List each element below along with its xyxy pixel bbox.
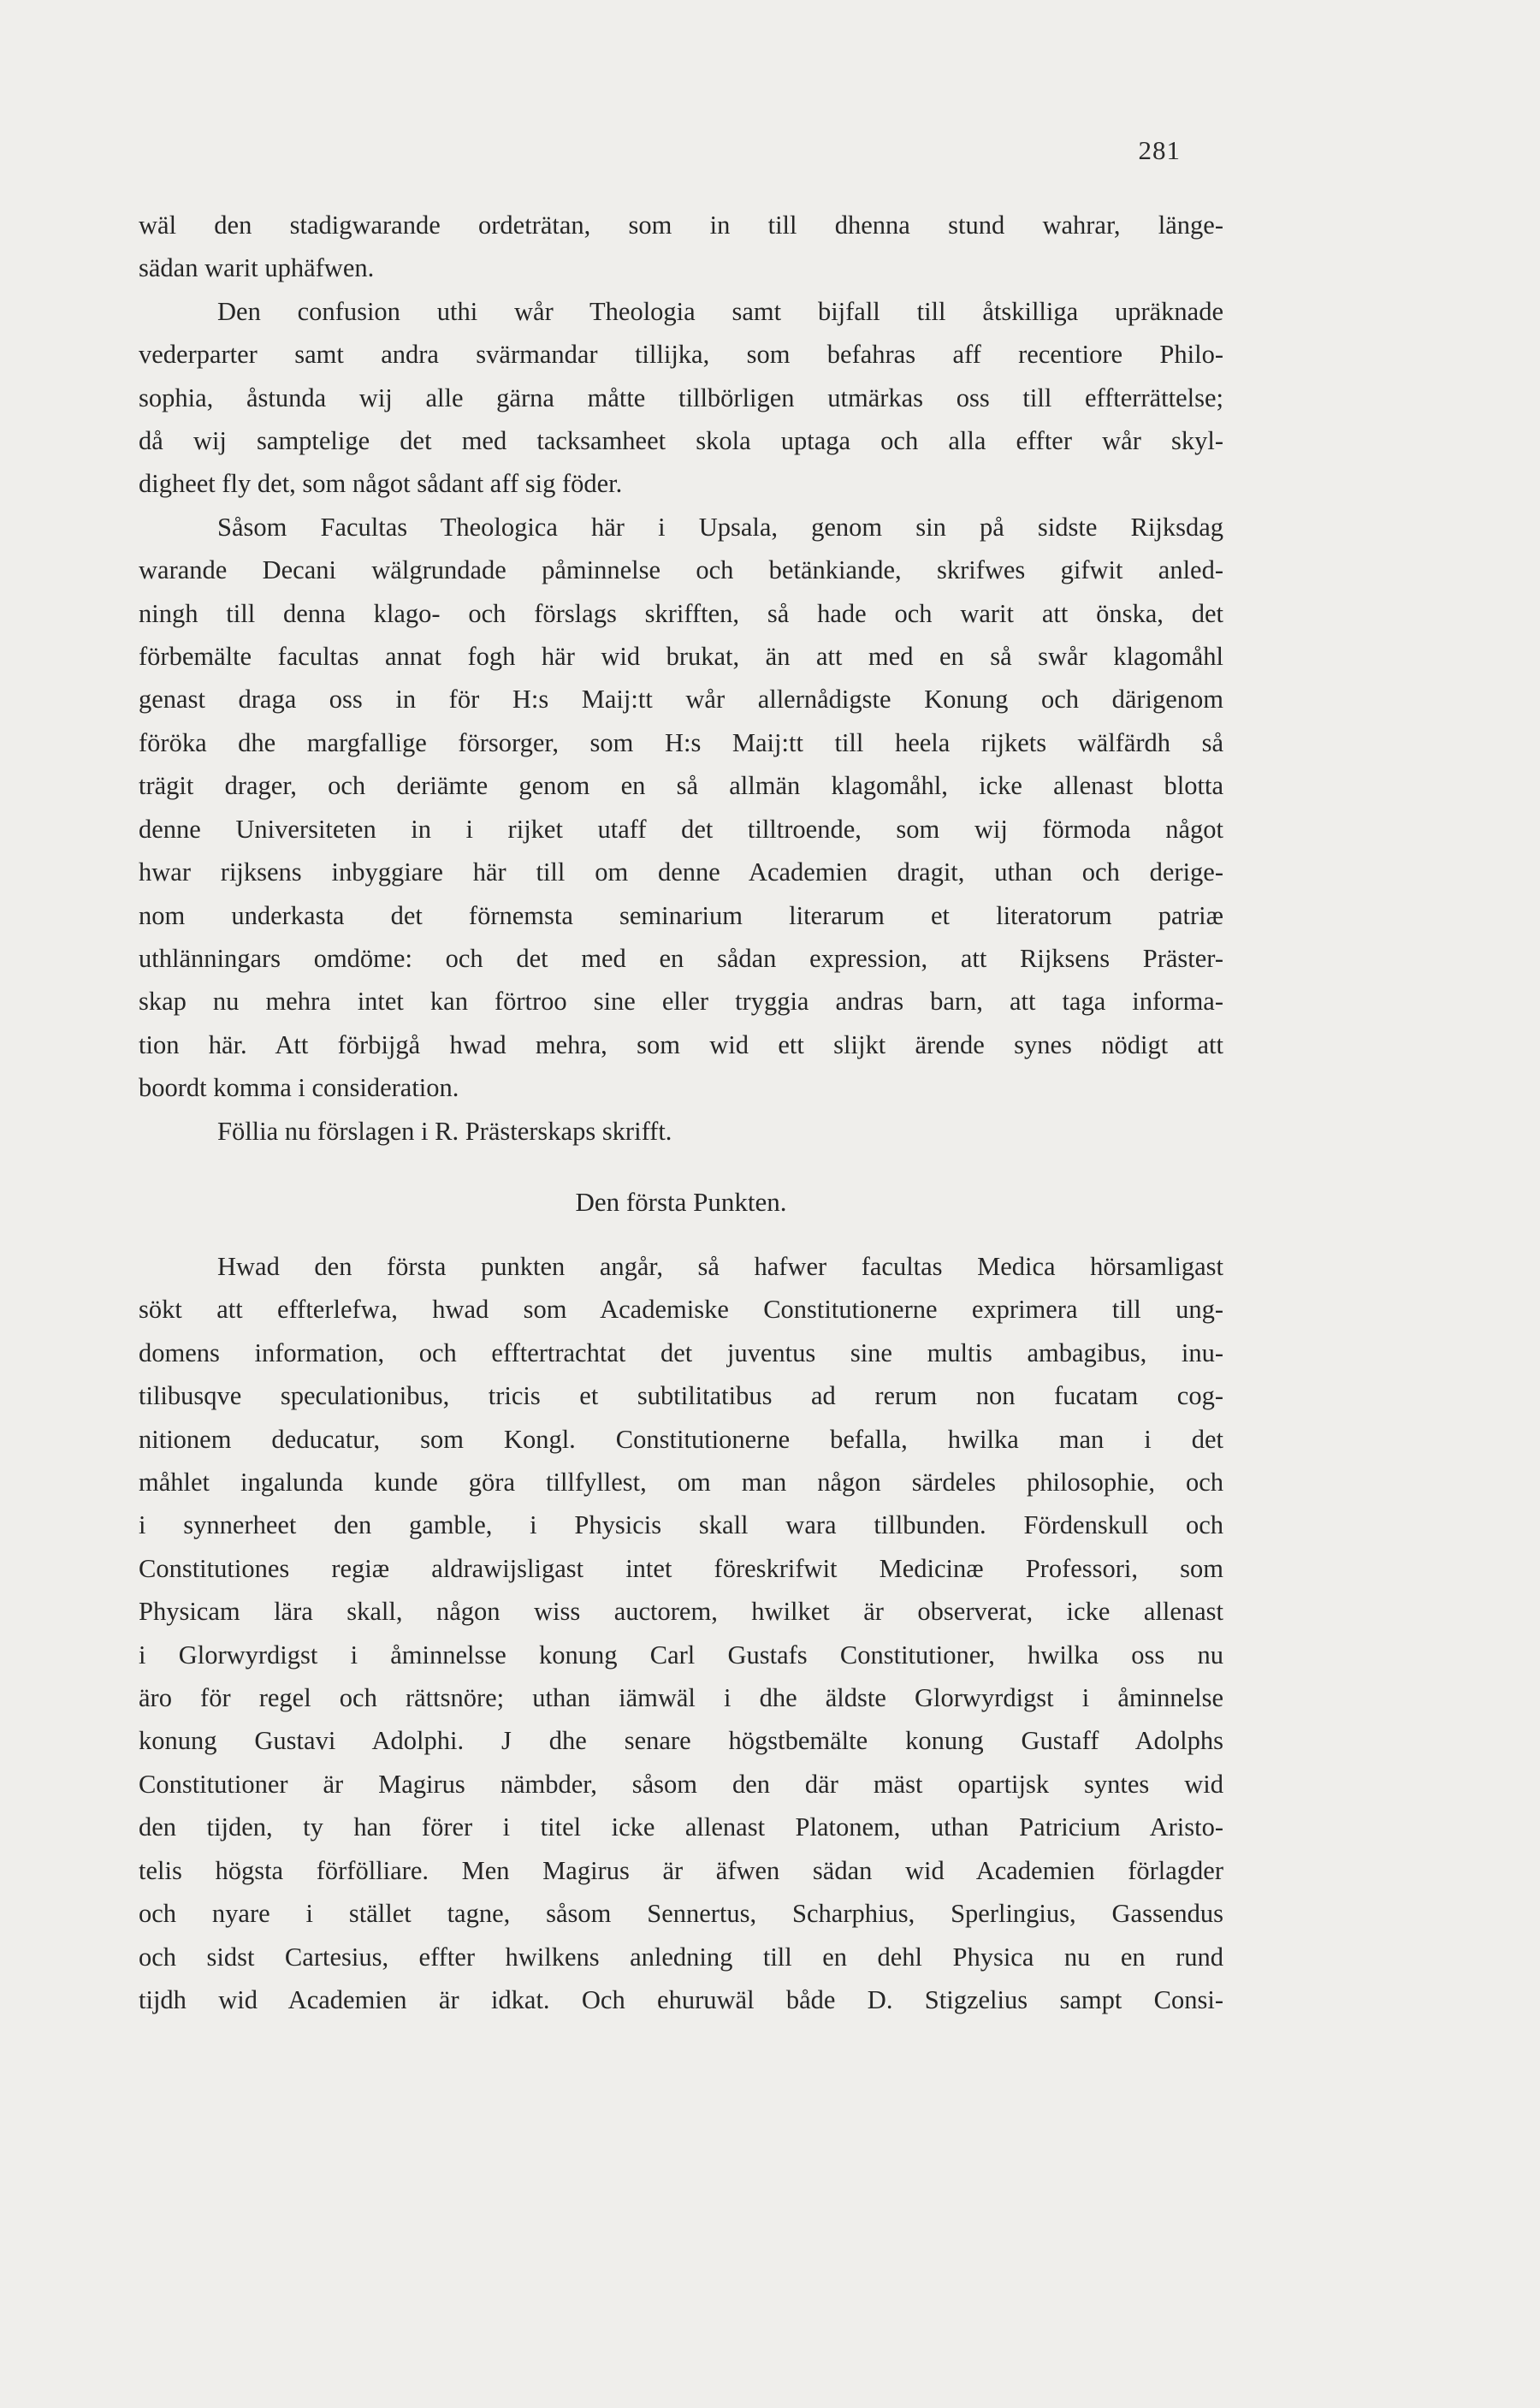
paragraph-start-line: Såsom Facultas Theologica här i Upsala, genom sin på sidste Rijksdag [217,512,1223,542]
text-line: i synnerheet den gamble, i Physicis skall wara tillbunden. Fördenskull och [139,1510,1223,1540]
text-line: nitionem deducatur, som Kongl. Constitutionerne befalla, hwilka man i det [139,1424,1223,1454]
text-line: sädan warit uphäfwen. [139,253,375,283]
paragraph-start-line: Den confusion uthi wår Theologia samt bijfall till åtskilliga upräknade [217,296,1223,326]
text-line: ningh till denna klago- och förslags skrifften, så hade och warit att önska, det [139,598,1223,628]
page-number: 281 [1138,135,1181,165]
text-line: måhlet ingalunda kunde göra tillfyllest, om man någon särdeles philosophie, och [139,1468,1223,1498]
text-line: trägit drager, och deriämte genom en så allmän klagomåhl, icke allenast blotta [139,771,1223,801]
text-line: wäl den stadigwarande ordeträtan, som in till dhenna stund wahrar, länge- [139,211,1223,240]
text-line: Physicam lära skall, någon wiss auctorem, hwilket är observerat, icke allenast [139,1597,1223,1627]
text-line: sökt att effterlefwa, hwad som Academiske Constitutionerne exprimera till ung- [139,1295,1223,1325]
text-line: och nyare i stället tagne, såsom Sennertus, Scharphius, Sperlingius, Gassendus [139,1899,1223,1929]
text-line: skap nu mehra intet kan förtroo sine eller tryggia andras barn, att taga informa- [139,987,1223,1017]
text-line: domens information, och efftertrachtat det juventus sine multis ambagibus, inu- [139,1337,1223,1367]
text-line: telis högsta förfölliare. Men Magirus är äfwen sädan wid Academien förlagder [139,1855,1223,1885]
paragraph-start-line: Hwad den första punkten angår, så hafwer facultas Medica hörsamligast [217,1252,1223,1281]
text-line: boordt komma i consideration. [139,1073,459,1103]
text-line: tion här. Att förbijgå hwad mehra, som wid ett slijkt ärende synes nödigt att [139,1029,1223,1059]
text-line: denne Universiteten in i rijket utaff det tilltroende, som wij förmoda något [139,814,1223,844]
text-line: då wij samptelige det med tacksamheet skola uptaga och alla effter wår skyl- [139,426,1223,456]
section-heading: Den första Punkten. [575,1187,787,1217]
text-line: förbemälte facultas annat fogh här wid brukat, än att med en så swår klagomåhl [139,642,1223,672]
text-line: vederparter samt andra svärmandar tillijka, som befahras aff recentiore Philo- [139,340,1223,370]
text-line: digheet fly det, som något sådant aff sig föder. [139,469,623,499]
text-line: den tijden, ty han förer i titel icke allenast Platonem, uthan Patricium Aristo- [139,1812,1223,1842]
paragraph-start-line: Föllia nu förslagen i R. Prästerskaps skrifft. [217,1116,672,1146]
text-line: sophia, åstunda wij alle gärna måtte tillbörligen utmärkas oss till effterrättelse; [139,383,1223,412]
text-line: genast draga oss in för H:s Maij:tt wår allernådigste Konung och därigenom [139,685,1223,715]
text-line: i Glorwyrdigst i åminnelsse konung Carl Gustafs Constitutioner, hwilka oss nu [139,1640,1223,1670]
text-line: Constitutioner är Magirus nämbder, såsom den där mäst opartijsk syntes wid [139,1769,1223,1799]
text-line: tilibusqve speculationibus, tricis et subtilitatibus ad rerum non fucatam cog- [139,1381,1223,1411]
text-line: och sidst Cartesius, effter hwilkens anledning till en dehl Physica nu en rund [139,1942,1223,1972]
text-line: konung Gustavi Adolphi. J dhe senare högstbemälte konung Gustaff Adolphs [139,1726,1223,1756]
text-line: äro för regel och rättsnöre; uthan iämwäl i dhe äldste Glorwyrdigst i åminnelse [139,1683,1223,1713]
body-text-bottom [139,1245,1223,2021]
text-line: tijdh wid Academien är idkat. Och ehuruwäl både D. Stigzelius sampt Consi- [139,1984,1223,2014]
text-line: nom underkasta det förnemsta seminarium literarum et literatorum patriæ [139,900,1223,930]
text-line: uthlänningars omdöme: och det med en sådan expression, att Rijksens Präster- [139,943,1223,973]
body-text-top [139,204,1223,1153]
text-line: warande Decani wälgrundade påminnelse och betänkiande, skrifwes gifwit anled- [139,555,1223,585]
text-line: hwar rijksens inbyggiare här till om denne Academien dragit, uthan och derige- [139,857,1223,887]
text-line: föröka dhe margfallige försorger, som H:s Maij:tt till heela rijkets wälfärdh så [139,727,1223,757]
text-line: Constitutiones regiæ aldrawijsligast intet föreskrifwit Medicinæ Professori, som [139,1553,1223,1583]
